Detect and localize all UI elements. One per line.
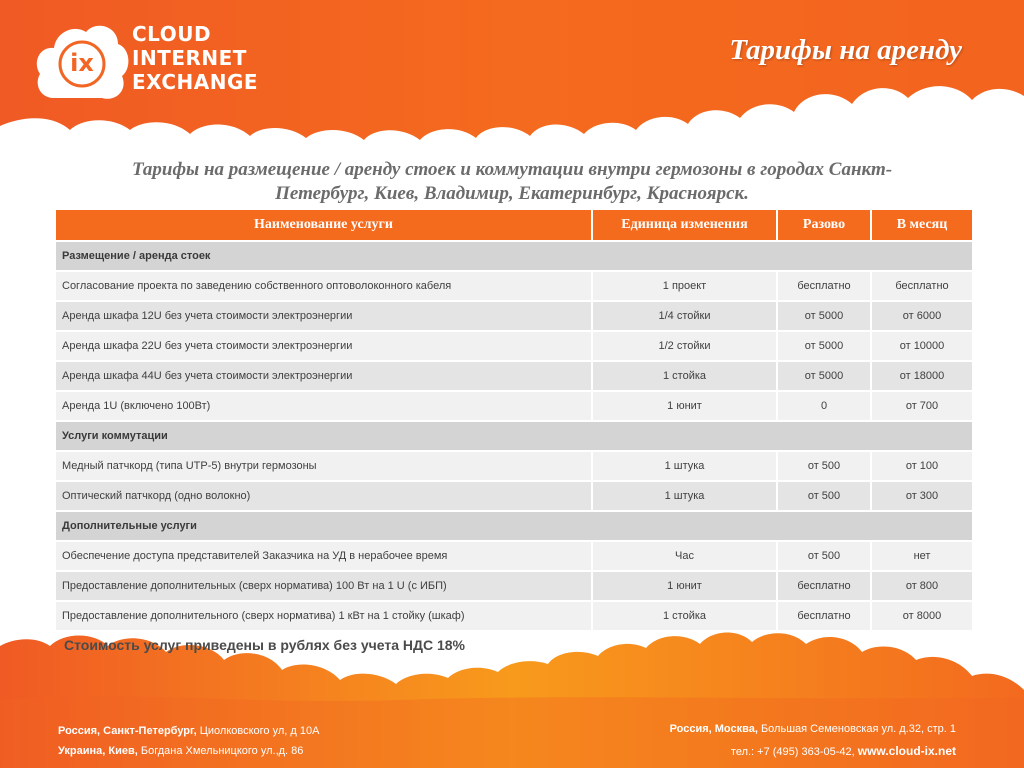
tariffs-table	[56, 210, 972, 630]
footer-contacts	[731, 744, 956, 758]
table-row	[56, 600, 972, 630]
cell-monthly: от 8000	[872, 600, 972, 630]
footer-address-kiev	[58, 745, 303, 757]
footer-kiev-city: Украина, Киев,	[58, 745, 138, 757]
page-subtitle: Тарифы на размещение / аренду стоек и коммутации внутри гермозоны в городах Санкт-Петербург, Киев, Владимир, Екатеринбург, Красноярск.	[131, 159, 893, 204]
table-row	[56, 360, 972, 390]
cell-unit: 1 стойка	[593, 600, 778, 630]
table-row	[56, 480, 972, 510]
footer-spb-street: Циолковского ул, д 10А	[196, 725, 320, 737]
cell-unit: 1/4 стойки	[593, 300, 778, 330]
cell-service-name: Аренда шкафа 22U без учета стоимости электроэнергии	[56, 330, 593, 360]
logo-symbol: ix	[70, 49, 94, 77]
footer-website-link[interactable]: www.cloud-ix.net	[857, 744, 956, 758]
cell-unit: Час	[593, 540, 778, 570]
table-row	[56, 270, 972, 300]
cell-one-time: от 500	[778, 480, 872, 510]
cloud-ix-logo	[34, 18, 259, 108]
cell-monthly: от 800	[872, 570, 972, 600]
table-row	[56, 330, 972, 360]
section-title: Услуги коммутации	[56, 420, 972, 450]
table-row	[56, 300, 972, 330]
cell-one-time: от 500	[778, 540, 872, 570]
cell-one-time: бесплатно	[778, 600, 872, 630]
table-section-row	[56, 510, 972, 540]
table-header-row	[56, 210, 972, 240]
logo-wordmark	[132, 22, 258, 94]
header-monthly: В месяц	[872, 210, 972, 240]
cell-service-name: Аренда шкафа 12U без учета стоимости электроэнергии	[56, 300, 593, 330]
footer-spb-city: Россия, Санкт-Петербург,	[58, 725, 197, 737]
cell-service-name: Предоставление дополнительных (сверх норматива) 100 Вт на 1 U (с ИБП)	[56, 570, 593, 600]
cell-monthly: от 100	[872, 450, 972, 480]
cell-monthly: от 6000	[872, 300, 972, 330]
cell-unit: 1 стойка	[593, 360, 778, 390]
header-service-name: Наименование услуги	[56, 210, 593, 240]
cell-service-name: Оптический патчкорд (одно волокно)	[56, 480, 593, 510]
cell-service-name: Аренда 1U (включено 100Вт)	[56, 390, 593, 420]
section-title: Размещение / аренда стоек	[56, 240, 972, 270]
cell-one-time: от 5000	[778, 330, 872, 360]
footer-moscow-street: Большая Семеновская ул. д.32, стр. 1	[757, 723, 956, 735]
header-one-time: Разово	[778, 210, 872, 240]
header-unit: Единица изменения	[593, 210, 778, 240]
cell-monthly: от 18000	[872, 360, 972, 390]
logo-line-cloud: CLOUD	[132, 22, 212, 46]
cell-unit: 1 юнит	[593, 570, 778, 600]
logo-line-internet: INTERNET	[132, 46, 247, 70]
cell-service-name: Предоставление дополнительного (сверх норматива) 1 кВт на 1 стойку (шкаф)	[56, 600, 593, 630]
footer-address-spb	[58, 725, 319, 737]
vat-note: Стоимость услуг приведены в рублях без учета НДС 18%	[64, 637, 465, 653]
cell-one-time: от 5000	[778, 360, 872, 390]
cell-service-name: Медный патчкорд (типа UTP-5) внутри гермозоны	[56, 450, 593, 480]
cell-one-time: бесплатно	[778, 270, 872, 300]
cell-monthly: от 700	[872, 390, 972, 420]
table-row	[56, 450, 972, 480]
table-row	[56, 570, 972, 600]
table-row	[56, 540, 972, 570]
cell-monthly: нет	[872, 540, 972, 570]
footer-kiev-street: Богдана Хмельницкого ул.,д. 86	[137, 745, 304, 757]
cell-unit: 1 проект	[593, 270, 778, 300]
cell-unit: 1 штука	[593, 480, 778, 510]
cell-monthly: от 300	[872, 480, 972, 510]
logo-line-exchange: EXCHANGE	[132, 70, 259, 94]
cell-service-name: Обеспечение доступа представителей Заказчика на УД в нерабочее время	[56, 540, 593, 570]
cell-one-time: бесплатно	[778, 570, 872, 600]
cell-service-name: Согласование проекта по заведению собственного оптоволоконного кабеля	[56, 270, 593, 300]
cell-unit: 1 штука	[593, 450, 778, 480]
cell-unit: 1/2 стойки	[593, 330, 778, 360]
table-section-row	[56, 420, 972, 450]
cell-one-time: 0	[778, 390, 872, 420]
cell-unit: 1 юнит	[593, 390, 778, 420]
cell-monthly: бесплатно	[872, 270, 972, 300]
page-title: Тарифы на аренду	[729, 34, 962, 66]
table-row	[56, 390, 972, 420]
cell-one-time: от 500	[778, 450, 872, 480]
table-body	[56, 240, 972, 630]
footer-phone: тел.: +7 (495) 363-05-42,	[730, 746, 858, 758]
cell-service-name: Аренда шкафа 44U без учета стоимости электроэнергии	[56, 360, 593, 390]
cell-monthly: от 10000	[872, 330, 972, 360]
table-section-row	[56, 240, 972, 270]
section-title: Дополнительные услуги	[56, 510, 972, 540]
footer-moscow-city: Россия, Москва,	[669, 723, 758, 735]
cell-one-time: от 5000	[778, 300, 872, 330]
footer-address-moscow	[670, 723, 956, 735]
